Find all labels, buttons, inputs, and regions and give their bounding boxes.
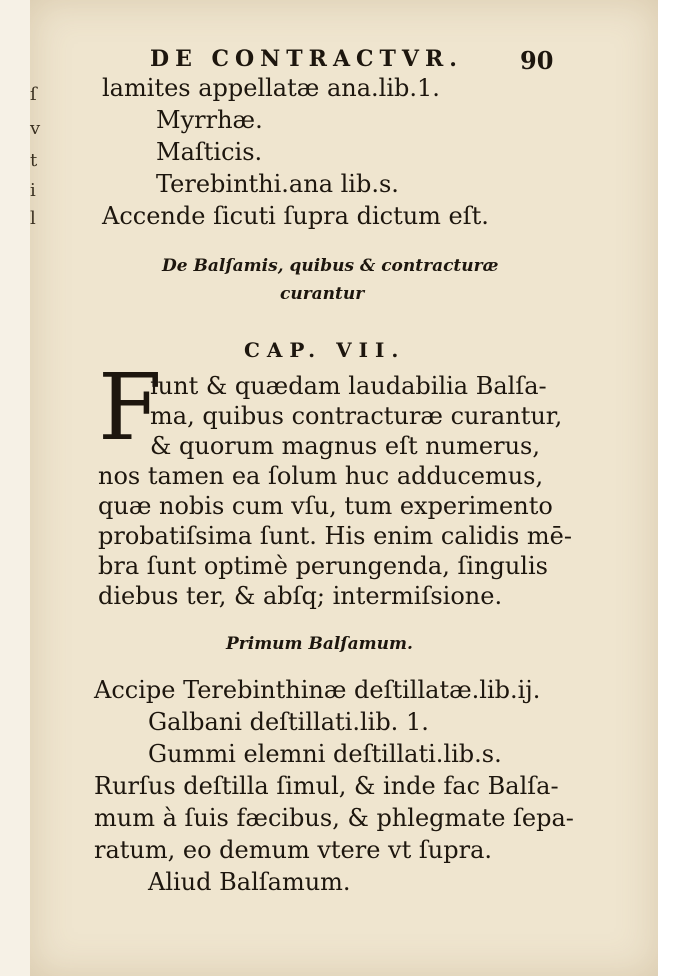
margin-mark: t [30, 150, 38, 171]
section-heading-cont: curantur [280, 284, 365, 304]
recipe-line: Galbani deſtillati.lib. 1. [148, 708, 429, 736]
paragraph-line: quæ nobis cum vſu, tum experimento [98, 492, 553, 520]
paragraph-line: ma, quibus contracturæ curantur, [150, 402, 563, 430]
left-page-edge [0, 0, 30, 976]
recipe-line: Accende ſicuti ſupra dictum eſt. [102, 202, 489, 230]
margin-mark: i [30, 180, 36, 201]
recipe-line: ratum, eo demum vtere vt ſupra. [94, 836, 493, 864]
subheading: Primum Balſamum. [226, 634, 413, 654]
paragraph-line: & quorum magnus eſt numerus, [150, 432, 540, 460]
recipe-line: Accipe Terebinthinæ deſtillatæ.lib.ij. [94, 676, 541, 704]
paragraph-line: iunt & quædam laudabilia Balſa- [150, 372, 547, 400]
paragraph-line: bra ſunt optimè perungenda, ſingulis [98, 552, 548, 580]
recipe-line: mum à ſuis fæcibus, & phlegmate ſepa- [94, 804, 574, 832]
paragraph-line: probatiſsima ſunt. His enim calidis mē- [98, 522, 572, 550]
recipe-line: Myrrhæ. [156, 106, 263, 134]
margin-mark: l [30, 208, 36, 229]
right-margin [658, 0, 690, 976]
margin-mark: ſ [30, 84, 37, 105]
recipe-line: Gummi elemni deſtillati.lib.s. [148, 740, 502, 768]
recipe-line: Rurſus deſtilla ſimul, & inde fac Balſa- [94, 772, 559, 800]
paragraph-line: diebus ter, & abſq; intermiſsione. [98, 582, 503, 610]
recipe-line: Maſticis. [156, 138, 263, 166]
page-number: 90 [520, 46, 554, 75]
running-head: DE CONTRACTVR. [150, 46, 463, 72]
section-heading: De Balſamis, quibus & contracturæ [162, 256, 499, 276]
margin-mark: v [30, 118, 41, 139]
recipe-line: Terebinthi.ana lib.s. [156, 170, 399, 198]
recipe-line: lamites appellatæ ana.lib.1. [102, 74, 440, 102]
drop-cap: F [98, 354, 162, 461]
recipe-line: Aliud Balſamum. [148, 868, 351, 896]
chapter-heading: CAP. VII. [244, 338, 406, 362]
paragraph-line: nos tamen ea ſolum huc adducemus, [98, 462, 544, 490]
